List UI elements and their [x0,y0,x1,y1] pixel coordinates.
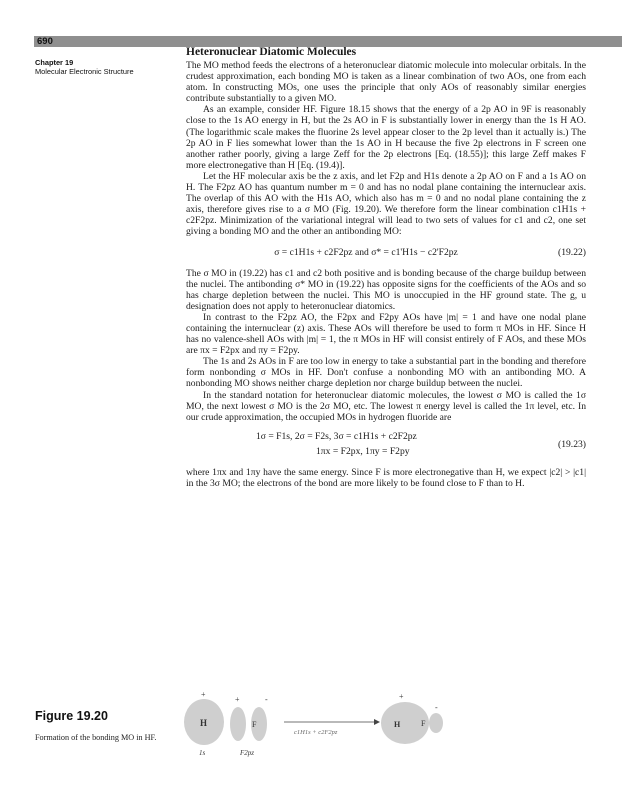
equation-19-22 [186,247,586,259]
f-label: F [252,720,257,729]
equation-line: 1πx = F2px, 1πy = F2py [316,445,410,457]
paragraph: The 1s and 2s AOs in F are too low in energy to take a substantial part in the bonding and therefore form nonbonding σ MOs in HF. Don't confuse a nonbonding MO with an antibonding MO. A nonbonding MO shows neither charge depletion nor charge buildup between the nuclei. [186,356,586,390]
running-head [35,58,175,76]
f-2pz-lobe-positive [230,707,246,741]
paragraph: The MO method feeds the electrons of a heteronuclear diatomic molecule into molecular orbitals. In the crudest approximation, each bonding MO is taken as a linear combination of two AOs, one from each atom. In constructing MOs, one uses the principle that only AOs of reasonably similar energies contribute substantially to a given MO. [186,60,586,105]
main-text [186,46,586,489]
plus-sign: + [235,695,240,704]
paragraph: where 1πx and 1πy have the same energy. Since F is more electronegative than H, we expect |c2| > |c1| in the 3σ MO; the electrons of the bond are more likely to be found close to F than to H. [186,466,586,489]
orbital-diagram [180,688,450,758]
page-number: 690 [37,36,53,47]
h-label: H [394,720,401,729]
equation-19-23 [186,431,586,461]
paragraph: The σ MO in (19.22) has c1 and c2 both positive and is bonding because of the charge buildup between the nuclei. The antibonding σ* MO in (19.22) has opposite signs for the coefficients of the AOs and so has charge depletion between the nuclei. This MO is unoccupied in the HF ground state. The g, u designation does not apply to heteronuclear diatomics. [186,267,586,312]
figure-label: Figure 19.20 [35,709,108,723]
minus-sign: - [265,695,268,704]
paragraph: In contrast to the F2pz AO, the F2px and F2py AOs have |m| = 1 and have one nodal plane containing the internuclear (z) axis. These AOs will therefore be used to form π MOs in HF. Since H has no valence-shell AOs with |m| = 1, the π MOs in HF will consist entirely of F AOs, and these MOs are πx = F2px and πy = F2py. [186,311,586,357]
arrow-label: c1H1s + c2F2pz [294,729,338,736]
minus-sign: - [435,703,438,712]
plus-sign: + [201,690,206,699]
h1s-label: 1s [199,749,206,757]
f2pz-label: F2pz [240,749,254,757]
chapter-label: Chapter 19 [35,58,74,67]
chapter-title: Molecular Electronic Structure [35,67,134,76]
h-label: H [200,718,208,728]
figure-caption: Formation of the bonding MO in HF. [35,733,157,742]
paragraph: As an example, consider HF. Figure 18.15 shows that the energy of a 2p AO in 9F is reasonably close to the 1s AO energy in H, but the 2s AO in F is substantially lower in energy than the 1s H AO. (The logarithmic scale makes the fluorine 2s level appear closer to the 2p level than it actually is.) The 2p AO in F lies somewhat lower than the 1s AO in H because the five 2p electrons in F screen one another rather poorly, giving a large Zeff for the 2p electrons [Eq. (18.55)]; this large Zeff makes F more electronegative than H [Eq. (19.4)]. [186,104,586,171]
f-label: F [421,719,426,728]
section-title: Heteronuclear Diatomic Molecules [186,46,357,58]
paragraph: Let the HF molecular axis be the z axis, and let F2p and H1s denote a 2p AO on F and a 1s AO on H. The F2pz AO has quantum number m = 0 and has no nodal plane containing the internuclear axis. The overlap of this AO with the H1s AO, which also has m = 0 and no nodal plane containing the z axis, therefore gives rise to a σ MO (Fig. 19.20). We therefore form the linear combination c1H1s + c2F2pz. Minimization of the variational integral will lead to two sets of values for c1 and c2, one set giving a bonding MO and the other an antibonding MO: [186,170,586,238]
equation-line: 1σ = F1s, 2σ = F2s, 3σ = c1H1s + c2F2pz [256,430,417,442]
equation-body: σ = c1H1s + c2F2pz and σ* = c1'H1s − c2'F2pz [274,246,458,258]
equation-number: (19.23) [558,438,586,450]
arrow-head [374,719,380,725]
plus-sign: + [399,692,404,701]
sigma-mo-small-lobe [429,713,443,733]
paragraph: In the standard notation for heteronuclear diatomic molecules, the lowest σ MO is called the 1σ MO, the next lowest σ MO is the 2σ MO, etc. The lowest π energy level is called the 1π level, etc. In our crude approximation, the occupied MOs in hydrogen fluoride are [186,389,586,423]
equation-number: (19.22) [558,246,586,258]
